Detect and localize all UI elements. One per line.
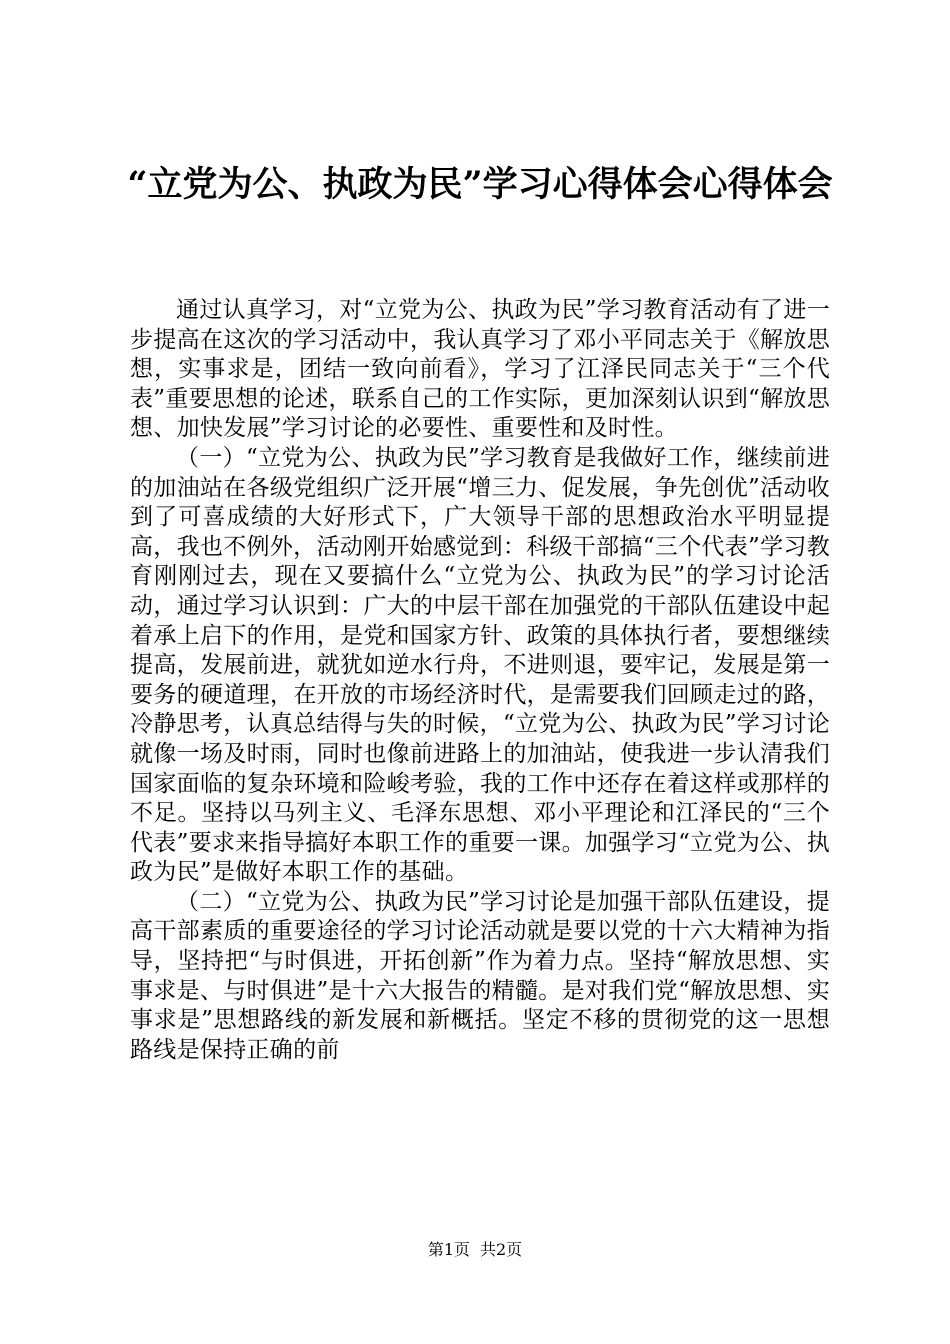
- page-footer: [0, 1240, 950, 1260]
- page-total: 共2页: [480, 1240, 523, 1259]
- document-title: “立党为公、执政为民”学习心得体会心得体会: [127, 164, 833, 205]
- paragraph-section-two: （二）“立党为公、执政为民”学习讨论是加强干部队伍建设，提高干部素质的重要途径的学习讨论活动就是要以党的十六大精神为指导，坚持把“与时俱进，开拓创新”作为着力点。坚持“解放思想、实事求是、与时俱进”是十六大报告的精髓。是对我们党“解放思想、实事求是”思想路线的新发展和新概括。坚定不移的贯彻党的这一思想路线是保持正确的前: [130, 888, 830, 1063]
- paragraph-section-one: （一）“立党为公、执政为民”学习教育是我做好工作，继续前进的加油站在各级党组织广泛开展“增三力、促发展，争先创优”活动收到了可喜成绩的大好形式下，广大领导干部的思想政治水平明显提高，我也不例外，活动刚开始感觉到：科级干部搞“三个代表”学习教育刚刚过去，现在又要搞什么“立党为公、执政为民”的学习讨论活动，通过学习认识到：广大的中层干部在加强党的干部队伍建设中起着承上启下的作用，是党和国家方针、政策的具体执行者，要想继续提高，发展前进，就犹如逆水行舟，不进则退，要牢记，发展是第一要务的硬道理，在开放的市场经济时代，是需要我们回顾走过的路，冷静思考，认真总结得与失的时候，“立党为公、执政为民”学习讨论就像一场及时雨，同时也像前进路上的加油站，使我进一步认清我们国家面临的复杂环境和险峻考验，我的工作中还存在着这样或那样的不足。坚持以马列主义、毛泽东思想、邓小平理论和江泽民的“三个代表”要求来指导搞好本职工作的重要一课。加强学习“立党为公、执政为民”是做好本职工作的基础。: [130, 444, 830, 886]
- document-body: [130, 296, 830, 1065]
- paragraph-intro: 通过认真学习，对“立党为公、执政为民”学习教育活动有了进一步提高在这次的学习活动中，我认真学习了邓小平同志关于《解放思想，实事求是，团结一致向前看》，学习了江泽民同志关于“三个代表”重要思想的论述，联系自己的工作实际，更加深刻认识到“解放思想、加快发展”学习讨论的必要性、重要性和及时性。: [130, 297, 830, 442]
- page-number: 第1页: [427, 1240, 470, 1259]
